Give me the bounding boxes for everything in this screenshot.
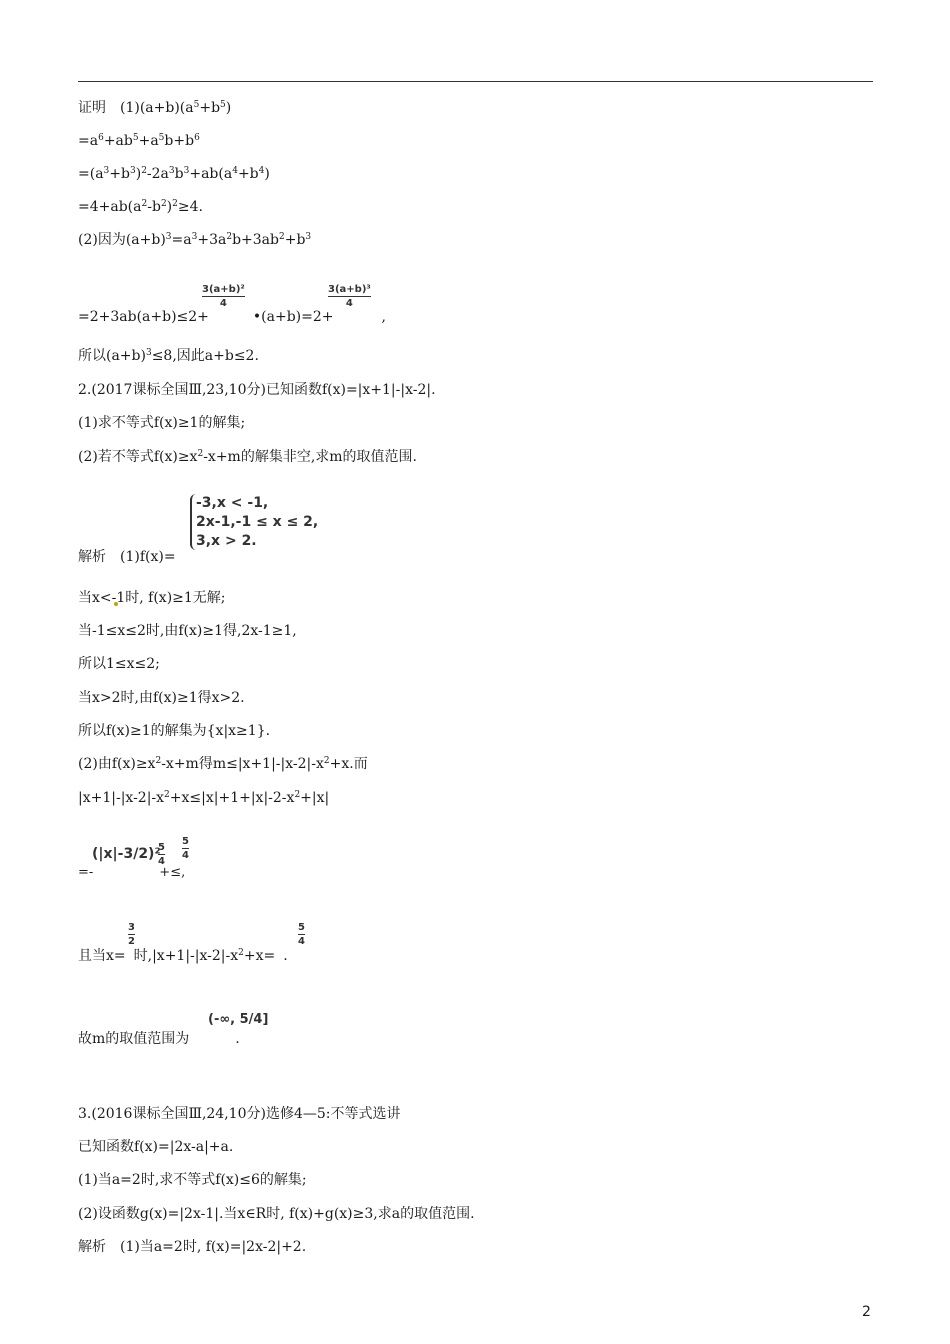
proof-line-4: $=4+ab(a^2-b^2)^2\ge 4$. <box>78 199 203 215</box>
square-expression-image: (|x|-3/2)² <box>92 846 161 862</box>
proof-line-1: 证明 $(1)(a+b)(a^5+b^5)$ <box>78 100 232 116</box>
problem-2-title: 2.(2017课标全国Ⅲ,23,10分)已知函数f(x)=|x+1|-|x-2|. <box>78 382 436 398</box>
proof-line-7: 所以$(a+b)^3\le 8$,因此a+b≤2. <box>78 348 259 364</box>
solution-2-line-1: 解析 (1)f(x)= <box>78 549 176 565</box>
problem-3-statement: 已知函数f(x)=|2x-a|+a. <box>78 1139 234 1155</box>
problem-3-title: 3.(2016课标全国Ⅲ,24,10分)选修4—5:不等式选讲 <box>78 1106 401 1122</box>
solution-3-line-1: 解析 (1)当a=2时, f(x)=|2x-2|+2. <box>78 1239 307 1255</box>
fraction-three-halves: 3 2 <box>128 922 135 947</box>
solution-2-line-8: $|x+1|-|x-2|-x^2+x\le|x|+1+|x|-2-x^2+|x|$ <box>78 790 330 806</box>
solution-2-line-9: =- +≤, <box>78 865 186 880</box>
proof-line-3: $=(a^3+b^3)^2-2a^3b^3+ab(a^4+b^4)$ <box>78 166 270 182</box>
problem-3-part-1: (1)当a=2时,求不等式f(x)≤6的解集; <box>78 1172 307 1188</box>
solution-2-line-5: 当x>2时,由f(x)≥1得x>2. <box>78 690 245 706</box>
solution-2-line-4: 所以1≤x≤2; <box>78 656 160 672</box>
fraction-five-fourths-1: 5 4 <box>158 842 165 867</box>
page-number: 2 <box>862 1304 871 1320</box>
fraction-five-fourths-2: 5 4 <box>182 836 189 861</box>
interval-image: (-∞, 5/4] <box>208 1012 269 1027</box>
solution-2-line-7: (2)由$f(x)\ge x^2-x+m$得$m\le|x+1|-|x-2|-x^2+x$.而 <box>78 756 368 772</box>
fraction-image-1: 3(a+b)² 4 <box>202 284 245 309</box>
solution-2-line-3: 当-1≤x≤2时,由f(x)≥1得,2x-1≥1, <box>78 623 297 639</box>
header-rule <box>78 81 873 82</box>
proof-line-6: =2+3ab(a+b)≤2+ •(a+b)=2+ , <box>78 309 386 325</box>
solution-2-line-11: 故m的取值范围为 . <box>78 1031 240 1047</box>
solution-2-line-10: 且当x= 时$,|x+1|-|x-2|-x^2+x=$ . <box>78 948 288 964</box>
proof-line-2: $=a^6+ab^5+a^5b+b^6$ <box>78 133 200 149</box>
problem-2-part-1: (1)求不等式f(x)≥1的解集; <box>78 415 246 431</box>
solution-2-line-6: 所以f(x)≥1的解集为{x|x≥1}. <box>78 723 271 739</box>
proof-line-5: (2)因为$(a+b)^3=a^3+3a^2b+3ab^2+b^3$ <box>78 232 312 248</box>
problem-2-part-2: (2)若不等式$f(x)\ge x^2-x+m$的解集非空,求m的取值范围. <box>78 449 418 465</box>
solution-2-line-2: 当x<-1时, f(x)≥1无解; <box>78 590 226 606</box>
piecewise-function-image: -3,x < -1, 2x-1,-1 ≤ x ≤ 2, 3,x > 2. <box>196 495 319 549</box>
problem-3-part-2: (2)设函数g(x)=|2x-1|.当x∈R时, f(x)+g(x)≥3,求a的取值范围. <box>78 1206 475 1222</box>
fraction-five-fourths-3: 5 4 <box>298 922 305 947</box>
fraction-image-2: 3(a+b)³ 4 <box>328 284 371 309</box>
